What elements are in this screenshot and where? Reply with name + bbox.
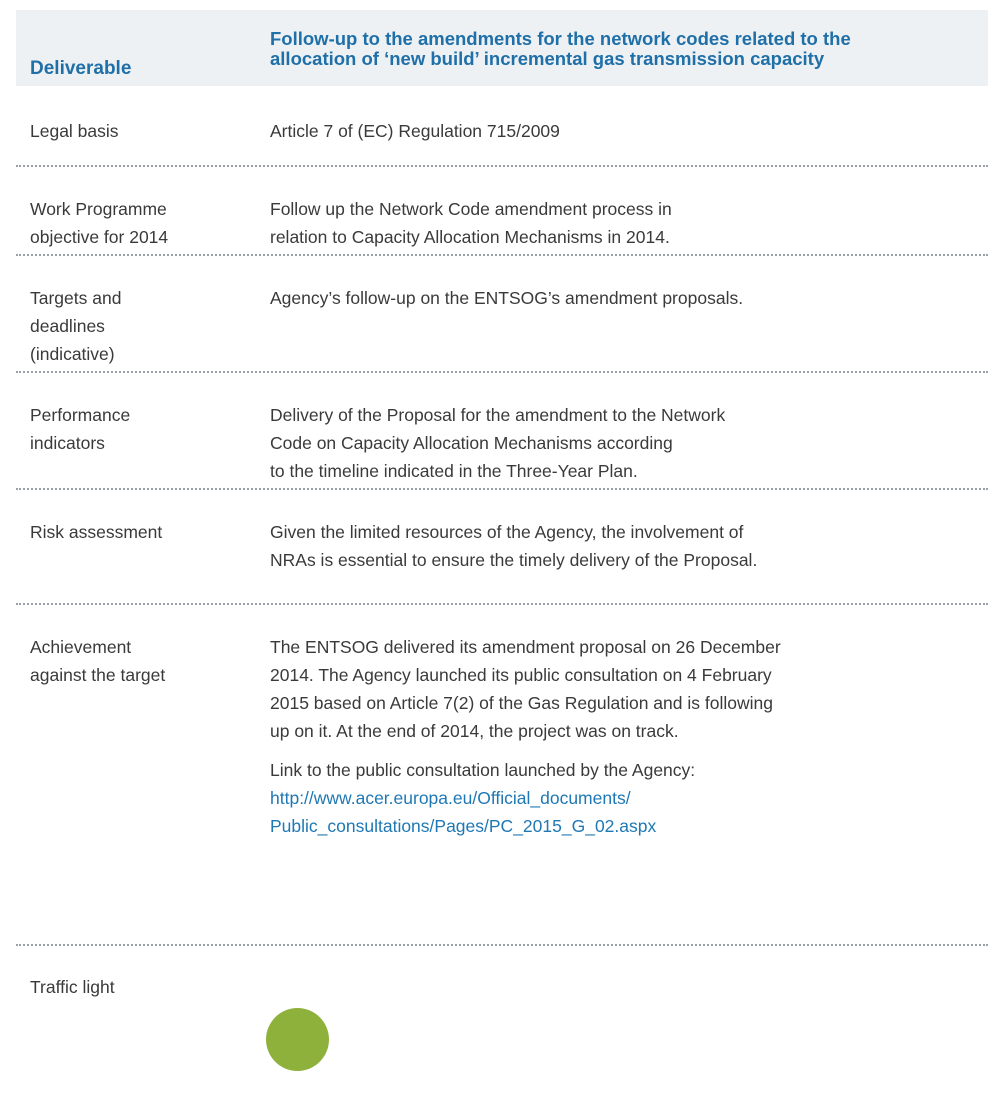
header-deliverable-label: Deliverable bbox=[30, 58, 132, 79]
row-value-achievement: The ENTSOG delivered its amendment proposal on 26 December 2014. The Agency launched its public consultation on 4 February 2015 based on Article 7(2) of the Gas Regulation and is following up on it. At the end of 2014, the project was on track. Link to the public consultation launched by the Agency: http://www.acer.europa.eu/Official_documents/ Public_consultations/Pages/PC_2015_G_02.aspx bbox=[270, 633, 970, 840]
row-value-legal-basis: Article 7 of (EC) Regulation 715/2009 bbox=[270, 121, 560, 141]
row-divider bbox=[16, 944, 988, 946]
consultation-intro: Link to the public consultation launched by the Agency: bbox=[270, 760, 696, 780]
row-value-risk-assessment: Given the limited resources of the Agency, the involvement of NRAs is essential to ensure the timely delivery of the Proposal. bbox=[270, 522, 758, 570]
row-label-legal-basis: Legal basis bbox=[30, 121, 119, 141]
consultation-link[interactable]: Public_consultations/Pages/PC_2015_G_02.aspx bbox=[270, 816, 657, 836]
traffic-light-indicator bbox=[266, 1008, 329, 1071]
row-label-risk-assessment: Risk assessment bbox=[30, 522, 163, 542]
row-value-work-programme: Follow up the Network Code amendment process in relation to Capacity Allocation Mechanisms in 2014. bbox=[270, 199, 672, 247]
row-value-performance: Delivery of the Proposal for the amendment to the Network Code on Capacity Allocation Mechanisms according to the timeline indicated in the Three-Year Plan. bbox=[270, 405, 726, 481]
consultation-link[interactable]: http://www.acer.europa.eu/Official_documents/ bbox=[270, 788, 631, 808]
row-divider bbox=[16, 165, 988, 167]
table-header bbox=[16, 10, 988, 86]
header-deliverable-title bbox=[270, 29, 980, 69]
row-label-achievement: Achievement against the target bbox=[30, 637, 166, 685]
row-divider bbox=[16, 371, 988, 373]
row-label-work-programme: Work Programme objective for 2014 bbox=[30, 199, 169, 247]
row-value-targets: Agency’s follow-up on the ENTSOG’s amendment proposals. bbox=[270, 288, 744, 308]
row-label-targets: Targets and deadlines (indicative) bbox=[30, 288, 122, 364]
row-label-traffic-light: Traffic light bbox=[30, 977, 115, 997]
header-title-line: allocation of ‘new build’ incremental gas transmission capacity bbox=[270, 48, 825, 69]
row-label-performance: Performance indicators bbox=[30, 405, 131, 453]
row-divider bbox=[16, 254, 988, 256]
row-divider bbox=[16, 488, 988, 490]
header-title-line: Follow-up to the amendments for the network codes related to the bbox=[270, 28, 851, 49]
row-divider bbox=[16, 603, 988, 605]
